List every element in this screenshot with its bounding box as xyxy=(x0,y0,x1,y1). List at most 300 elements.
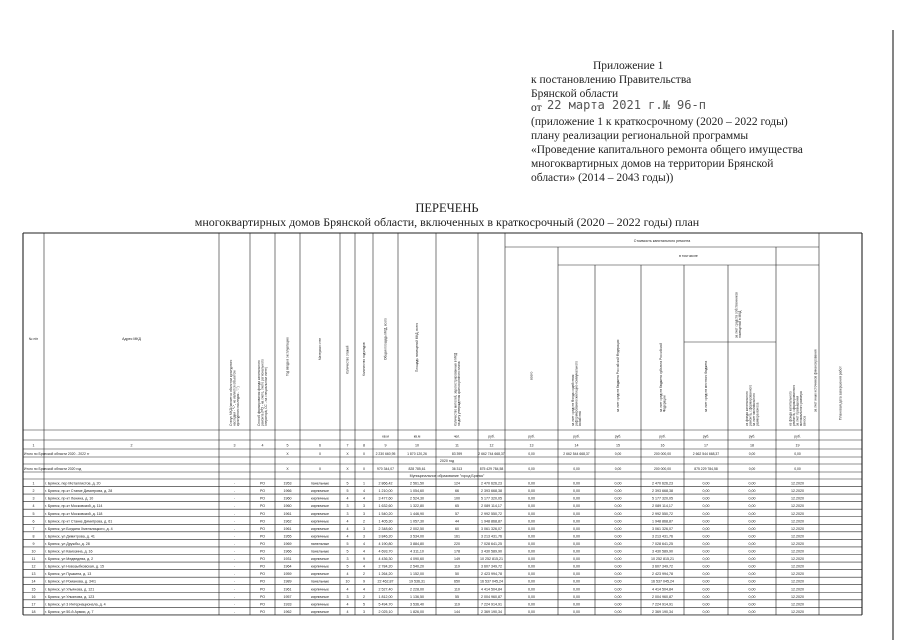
column-number: 13 xyxy=(529,443,534,448)
row-cell: 0,00 xyxy=(528,504,535,509)
row-cell: 2 025,10 xyxy=(378,609,393,614)
row-cell: 0,00 xyxy=(748,489,756,494)
row-cell: - xyxy=(233,587,236,592)
row-cell: 2 784,20 xyxy=(378,564,393,569)
total-cell: 0,00 xyxy=(748,467,756,471)
row-cell: 0,00 xyxy=(748,511,756,516)
row-cell: 0,00 xyxy=(702,594,710,599)
row-cell: 0,00 xyxy=(614,602,622,607)
row-cell: 2 004 960,87 xyxy=(652,594,673,599)
row-cell: 0,00 xyxy=(748,496,756,501)
row-cell: - xyxy=(233,609,236,614)
row-cell: 4 xyxy=(363,549,365,554)
row-cell: РО xyxy=(259,609,266,614)
document-title: ПЕРЕЧЕНЬ xyxy=(415,201,479,215)
row-cell: 4 311,10 xyxy=(410,549,424,554)
unit-label: кв.м xyxy=(382,434,389,439)
unit-label: руб. xyxy=(748,434,756,439)
row-cell: 0,00 xyxy=(748,526,756,531)
row-cell: 0,00 xyxy=(748,541,756,546)
total-cell: 0,00 xyxy=(614,467,622,471)
unit-label: руб. xyxy=(794,434,801,439)
column-number: 16 xyxy=(660,443,665,448)
row-cell: 13 xyxy=(31,572,36,577)
row-cell: 0,00 xyxy=(748,564,756,569)
row-cell: кирпичные xyxy=(311,489,329,494)
header-total: всего xyxy=(529,371,534,380)
header-residents: на дату утверждения краткосрочного плана xyxy=(456,361,461,426)
row-cell: 17 xyxy=(31,602,36,607)
row-cell: 1 264,20 xyxy=(378,572,393,577)
header-owners-group: за счет средств собственников xyxy=(734,292,739,338)
total-cell: 0,00 xyxy=(748,452,756,456)
row-cell: 2 470 626,23 xyxy=(481,481,502,486)
row-cell: 19 536,31 xyxy=(409,579,425,584)
row-cell: 0,00 xyxy=(702,511,710,516)
column-number: 17 xyxy=(704,443,708,448)
row-cell: 5 xyxy=(346,481,349,486)
row-cell: 4 xyxy=(32,504,35,509)
row-cell: 0,00 xyxy=(614,587,622,592)
row-cell: 10 xyxy=(31,549,36,554)
row-cell: 0,00 xyxy=(748,549,756,554)
total-cell: 1 870 120,26 xyxy=(407,452,427,456)
row-address: г. Брянск, пр-кт Станке Димитрова, д. 61 xyxy=(45,519,113,524)
row-cell: 12.2020 xyxy=(791,504,804,509)
row-cell: РО xyxy=(259,541,266,546)
row-cell: РО xyxy=(259,526,266,531)
total-cell: X xyxy=(346,452,349,456)
row-cell: 4 xyxy=(363,489,365,494)
row-cell: кирпичные xyxy=(311,572,329,577)
row-cell: РО xyxy=(259,587,266,592)
header-fund: хозяйства xyxy=(578,411,583,426)
row-cell: 2 393 668,38 xyxy=(481,489,502,494)
row-cell: 3 607 349,72 xyxy=(652,564,673,569)
row-cell: 0,00 xyxy=(702,609,710,614)
row-cell: 1 948 868,87 xyxy=(481,519,502,524)
row-cell: РО xyxy=(259,549,266,554)
row-cell: 4 xyxy=(363,564,365,569)
row-cell: 2 xyxy=(363,519,365,524)
row-cell: - xyxy=(233,496,236,501)
row-cell: РО xyxy=(259,504,266,509)
total-cell: 875 429 784,58 xyxy=(479,467,504,471)
row-cell: 66 xyxy=(455,489,459,494)
column-number: 10 xyxy=(415,443,419,448)
row-cell: 0,00 xyxy=(614,541,622,546)
row-cell: 0,00 xyxy=(702,572,710,577)
total-cell: 0,00 xyxy=(794,452,801,456)
document-subtitle: многоквартирных домов Брянской области, включенных в краткосрочный (2020 – 2022 годы) план xyxy=(194,215,700,229)
row-cell: 0,00 xyxy=(748,534,756,539)
total-cell: X xyxy=(362,452,366,456)
column-number: 12 xyxy=(489,443,494,448)
row-cell: 15 xyxy=(31,587,36,592)
row-cell: 0,00 xyxy=(702,587,710,592)
row-cell: 2 002,50 xyxy=(410,526,424,531)
row-cell: 0,00 xyxy=(702,557,710,562)
row-address: г. Брянск, ул Ульянова, д. 123 xyxy=(45,594,95,599)
column-number: 19 xyxy=(795,443,800,448)
total-cell: 0,00 xyxy=(528,452,535,456)
header-owners_fund: за счет минимального xyxy=(751,393,756,426)
row-address: г. Брянск, ул 50-й Армии, д. 7 xyxy=(45,609,94,614)
row-cell: 0,00 xyxy=(573,534,580,539)
row-cell: 0,00 xyxy=(573,504,580,509)
row-cell: 5 xyxy=(346,564,349,569)
row-cell: 178 xyxy=(454,549,460,554)
row-cell: 2 348,60 xyxy=(378,526,393,531)
header-federal: за счет средств бюджета Российской Федерации xyxy=(616,339,621,412)
header-year: Год ввода в эксплуатацию xyxy=(285,337,290,376)
annex-line-7: «Проведение капитального ремонта общего имущества xyxy=(531,144,803,156)
municipality-label: Муниципальное образование "город Брянск" xyxy=(409,474,485,478)
header-owners_extra: из фонда капитального xyxy=(788,391,793,426)
row-cell: - xyxy=(233,602,236,607)
row-cell: 4 xyxy=(346,609,349,614)
row-address: г. Брянск, ул Ульянова, д. 121 xyxy=(45,587,95,592)
row-cell: 2 423 994,78 xyxy=(652,572,673,577)
row-cell: 1 xyxy=(363,481,365,486)
row-cell: 12.2020 xyxy=(791,481,804,486)
row-cell: 0,00 xyxy=(528,564,535,569)
row-cell: 12.2020 xyxy=(791,519,804,524)
header-owners_fund: ремонта, сформированного xyxy=(748,384,753,426)
unit-label: чел. xyxy=(453,434,461,439)
annex-line-3: Брянской области xyxy=(531,88,619,100)
row-cell: 4 436,30 xyxy=(378,557,393,562)
row-cell: - xyxy=(233,511,236,516)
row-cell: 3 534,00 xyxy=(410,534,424,539)
row-cell: 1 446,90 xyxy=(410,511,424,516)
row-cell: панельные xyxy=(310,549,330,554)
row-cell: кирпичные xyxy=(311,557,329,562)
row-cell: 0,00 xyxy=(748,504,756,509)
row-cell: 1969 xyxy=(283,541,292,546)
row-cell: панельные xyxy=(310,541,330,546)
row-cell: 3 430 589,90 xyxy=(481,549,502,554)
row-cell: 2 524,30 xyxy=(410,496,424,501)
row-cell: 0,00 xyxy=(702,481,710,486)
row-cell: 7 028 641,25 xyxy=(652,541,673,546)
row-cell: 1960 xyxy=(283,504,292,509)
row-cell: 0,00 xyxy=(748,557,756,562)
row-cell: 8 xyxy=(32,534,35,539)
row-address: г. Брянск, ул Медведева, д. 2 xyxy=(45,557,94,562)
header-owners-group: помещений в МКД xyxy=(737,310,742,338)
row-cell: кирпичные xyxy=(311,504,329,509)
row-cell: 0,00 xyxy=(614,564,622,569)
row-cell: 12.2020 xyxy=(791,526,804,531)
row-cell: 0,00 xyxy=(573,572,580,577)
row-cell: 0,00 xyxy=(614,534,622,539)
row-cell: - xyxy=(233,489,236,494)
row-cell: 7 028 641,25 xyxy=(481,541,502,546)
row-cell: 0,00 xyxy=(748,587,756,592)
header-status: Статус МКД (является объектом культурного xyxy=(229,359,234,426)
row-cell: РО xyxy=(259,496,266,501)
row-cell: 3 213 431,76 xyxy=(481,534,502,539)
row-cell: 0,00 xyxy=(573,579,580,584)
row-cell: - xyxy=(233,504,236,509)
row-cell: 0,00 xyxy=(614,481,622,486)
column-number: 8 xyxy=(363,443,365,448)
header-wall: Материал стен xyxy=(318,337,323,360)
row-address: г. Брянск, ул Богдана Хмельницкого, д. 4 xyxy=(45,526,113,531)
row-cell: 144 xyxy=(454,609,460,614)
row-cell: 0,00 xyxy=(702,534,710,539)
row-cell: 0,00 xyxy=(528,579,535,584)
row-cell: 9 xyxy=(363,579,365,584)
row-cell: 3 xyxy=(346,557,349,562)
row-cell: 0,00 xyxy=(528,587,535,592)
total-cell: 83 399 xyxy=(451,452,463,456)
header-total_area: Общая площадь МКД, всего xyxy=(383,318,388,360)
row-cell: 44 xyxy=(455,519,459,524)
row-address: г. Брянск, ул Димитрова, д. 41 xyxy=(45,534,95,539)
row-cell: 1962 xyxy=(283,609,292,614)
row-cell: 57 xyxy=(455,511,459,516)
total-cell: 875 229 784,58 xyxy=(694,467,718,471)
row-cell: 22 462,87 xyxy=(377,579,394,584)
header-other: за счет иных источников финансирования xyxy=(813,349,818,412)
row-cell: 50 xyxy=(455,572,459,577)
row-cell: 0,00 xyxy=(748,579,756,584)
row-cell: 0,00 xyxy=(528,594,535,599)
row-cell: РО xyxy=(259,519,266,524)
row-cell: 0,00 xyxy=(528,557,535,562)
row-cell: 4 xyxy=(363,496,365,501)
row-cell: - xyxy=(233,549,236,554)
header-owners_extra: за счет превышения xyxy=(795,395,800,426)
total-cell: 970 344,07 xyxy=(377,467,394,471)
row-cell: 12.2020 xyxy=(791,572,804,577)
header-owners_extra: взноса xyxy=(802,415,807,426)
row-cell: - xyxy=(233,534,236,539)
row-cell: 4 xyxy=(363,587,365,592)
header-fund: за счет средств Фонда содействия xyxy=(571,374,576,426)
column-number: 18 xyxy=(750,443,754,448)
column-number: 1 xyxy=(32,443,35,448)
row-cell: кирпичные xyxy=(311,564,329,569)
row-cell: РО xyxy=(259,572,266,577)
row-cell: 0,00 xyxy=(528,489,535,494)
total-cell: X xyxy=(286,467,289,471)
row-cell: - xyxy=(233,572,236,577)
header-floors: Количество этажей xyxy=(345,345,350,374)
row-cell: 12 xyxy=(31,564,36,569)
row-cell: 1 540,20 xyxy=(378,511,393,516)
column-number: 11 xyxy=(455,443,459,448)
row-cell: 1 632,60 xyxy=(378,504,393,509)
header-owners_extra: ремонта, сформированного xyxy=(792,384,797,426)
row-cell: 6 xyxy=(32,519,35,524)
row-cell: 12.2020 xyxy=(791,594,804,599)
row-cell: 12.2020 xyxy=(791,549,804,554)
row-cell: 0,00 xyxy=(528,609,535,614)
row-cell: кирпичные xyxy=(311,526,329,531)
row-cell: 4 xyxy=(346,587,349,592)
row-cell: 1 405,30 xyxy=(378,519,393,524)
row-address: г. Брянск, ул Дружбы, д. 28 xyxy=(45,541,90,546)
row-cell: РО xyxy=(259,602,266,607)
annex-date-stamp: 22 марта 2021 г.№ 96-п xyxy=(547,98,706,112)
total-label: Итого по Брянской области 2020 - 2022 гг xyxy=(24,452,90,456)
row-cell: РО xyxy=(259,489,266,494)
total-cell: X xyxy=(346,467,349,471)
row-cell: - xyxy=(233,541,236,546)
total-cell: X xyxy=(362,467,366,471)
row-cell: 0,00 xyxy=(573,564,580,569)
row-cell: 0,00 xyxy=(614,526,622,531)
row-cell: кирпичные xyxy=(311,602,329,607)
row-cell: 0,00 xyxy=(702,496,710,501)
row-cell: 12.2020 xyxy=(791,496,804,501)
row-cell: панельные xyxy=(310,579,330,584)
row-cell: 12.2020 xyxy=(791,511,804,516)
row-cell: 1961 xyxy=(283,587,292,592)
row-cell: РО xyxy=(259,579,266,584)
total-cell: 2 230 660,95 xyxy=(375,452,396,456)
row-cell: 12.2020 xyxy=(791,587,804,592)
row-cell: 0,00 xyxy=(702,549,710,554)
row-cell: 3 xyxy=(346,511,349,516)
row-cell: 1989 xyxy=(283,579,292,584)
column-number: 14 xyxy=(574,443,579,448)
row-address: г. Брянск, пер Металлистов, д. 20 xyxy=(45,481,101,486)
row-cell: 7 xyxy=(32,526,35,531)
row-cell: 7 224 914,91 xyxy=(652,602,673,607)
row-cell: 5 177 320,05 xyxy=(481,496,502,501)
row-cell: 0,00 xyxy=(614,519,622,524)
row-cell: 149 xyxy=(454,557,460,562)
unit-label: руб. xyxy=(614,434,622,439)
unit-label: руб. xyxy=(528,434,535,439)
row-cell: 2 992 550,72 xyxy=(481,511,502,516)
row-cell: 3 430 589,90 xyxy=(652,549,673,554)
row-cell: 3 xyxy=(363,609,365,614)
row-cell: 5 xyxy=(32,511,35,516)
row-cell: 2 423 994,78 xyxy=(481,572,502,577)
total-cell: 2 662 744 668,37 xyxy=(478,452,505,456)
row-cell: 0,00 xyxy=(528,602,535,607)
row-cell: 1959 xyxy=(283,572,292,577)
row-cell: РО xyxy=(259,481,266,486)
row-cell: 0,00 xyxy=(528,541,535,546)
row-cell: 2 xyxy=(363,572,365,577)
row-cell: - xyxy=(233,526,236,531)
row-cell: 0,00 xyxy=(573,549,580,554)
row-cell: 2 992 550,72 xyxy=(652,511,673,516)
annex-line-1: Приложение 1 xyxy=(593,60,664,72)
row-cell: кирпичные xyxy=(311,594,329,599)
row-cell: 5 177 320,05 xyxy=(652,496,673,501)
column-number: 7 xyxy=(346,443,349,448)
row-cell: 1955 xyxy=(283,534,292,539)
row-cell: 1 152,00 xyxy=(410,572,424,577)
row-address: г. Брянск, ул Романова, д. 34/1 xyxy=(45,579,96,584)
row-cell: 12.2020 xyxy=(791,541,804,546)
total-cell: 36 313 xyxy=(451,467,463,471)
header-status: культурного наследия - "-") xyxy=(236,386,241,426)
row-cell: 1953 xyxy=(283,481,292,486)
header-regional: Федерации xyxy=(662,395,667,412)
total-cell: 0,00 xyxy=(794,467,801,471)
row-cell: 2 393 668,38 xyxy=(652,489,673,494)
row-address: г. Брянск, ул Новозыбковская, д. 15 xyxy=(45,564,104,569)
row-cell: 1962 xyxy=(283,519,292,524)
header-including: в том числе xyxy=(679,254,698,258)
row-cell: 1961 xyxy=(283,526,292,531)
row-cell: 3 xyxy=(346,504,349,509)
row-cell: 1 948 868,87 xyxy=(652,519,673,524)
row-cell: 4 693,70 xyxy=(378,549,393,554)
header-status: наследия - "+", не является объектом xyxy=(232,370,237,426)
row-cell: 0,00 xyxy=(748,519,756,524)
row-cell: - xyxy=(233,519,236,524)
row-cell: 5 xyxy=(346,489,349,494)
row-cell: 1966 xyxy=(283,489,292,494)
row-cell: 2 540,20 xyxy=(410,564,424,569)
row-cell: 3 061 326,07 xyxy=(652,526,673,531)
row-cell: 0,00 xyxy=(573,496,580,501)
row-cell: 7 224 914,91 xyxy=(481,602,502,607)
row-cell: 0,00 xyxy=(614,557,622,562)
annex-date-prefix: от xyxy=(531,102,542,114)
row-cell: 0,00 xyxy=(528,496,535,501)
total-cell: 200 000,00 xyxy=(654,467,671,471)
annex-line-2: к постановлению Правительства xyxy=(531,74,692,86)
row-cell: 0,00 xyxy=(528,481,535,486)
total-cell: 828 785,61 xyxy=(408,467,426,471)
row-cell: 0,00 xyxy=(573,594,580,599)
row-cell: 0,00 xyxy=(614,504,622,509)
row-cell: 0,00 xyxy=(702,579,710,584)
row-cell: 0,00 xyxy=(702,526,710,531)
row-cell: РО xyxy=(259,564,266,569)
header-regional: за счет средств бюджета субъекта Российской xyxy=(658,342,663,412)
total-cell: 200 000,00 xyxy=(654,452,671,456)
row-cell: 3 xyxy=(363,526,365,531)
row-cell: 4 xyxy=(346,534,349,539)
row-cell: 1966 xyxy=(283,549,292,554)
row-cell: 3 xyxy=(32,496,35,501)
row-cell: 0,00 xyxy=(528,549,535,554)
row-cell: 2 089 114,17 xyxy=(481,504,502,509)
row-address: г. Брянск, пр-кт Ленина, д. 10 xyxy=(45,496,94,501)
column-number: 9 xyxy=(384,443,387,448)
row-cell: 650 xyxy=(454,579,460,584)
row-cell: 18 xyxy=(31,609,36,614)
row-cell: 4 xyxy=(346,602,349,607)
unit-label: руб. xyxy=(702,434,710,439)
annex-line-6: плану реализации региональной программы xyxy=(531,130,749,142)
row-cell: 16 537 045,24 xyxy=(651,579,674,584)
row-cell: 12.2020 xyxy=(791,579,804,584)
header-fund: реформированию жилищно-коммунального xyxy=(574,361,579,426)
row-cell: 2 228,00 xyxy=(410,587,424,592)
row-cell: 110 xyxy=(454,587,460,592)
row-cell: 0,00 xyxy=(528,534,535,539)
row-cell: РО xyxy=(259,534,266,539)
row-cell: РО xyxy=(259,511,266,516)
header-address: Адрес МКД xyxy=(122,337,141,341)
row-cell: 1 057,30 xyxy=(410,519,424,524)
header-owners_fund: размера взноса xyxy=(755,402,760,426)
row-cell: 0,00 xyxy=(573,519,580,524)
row-cell: 0,00 xyxy=(528,519,535,524)
